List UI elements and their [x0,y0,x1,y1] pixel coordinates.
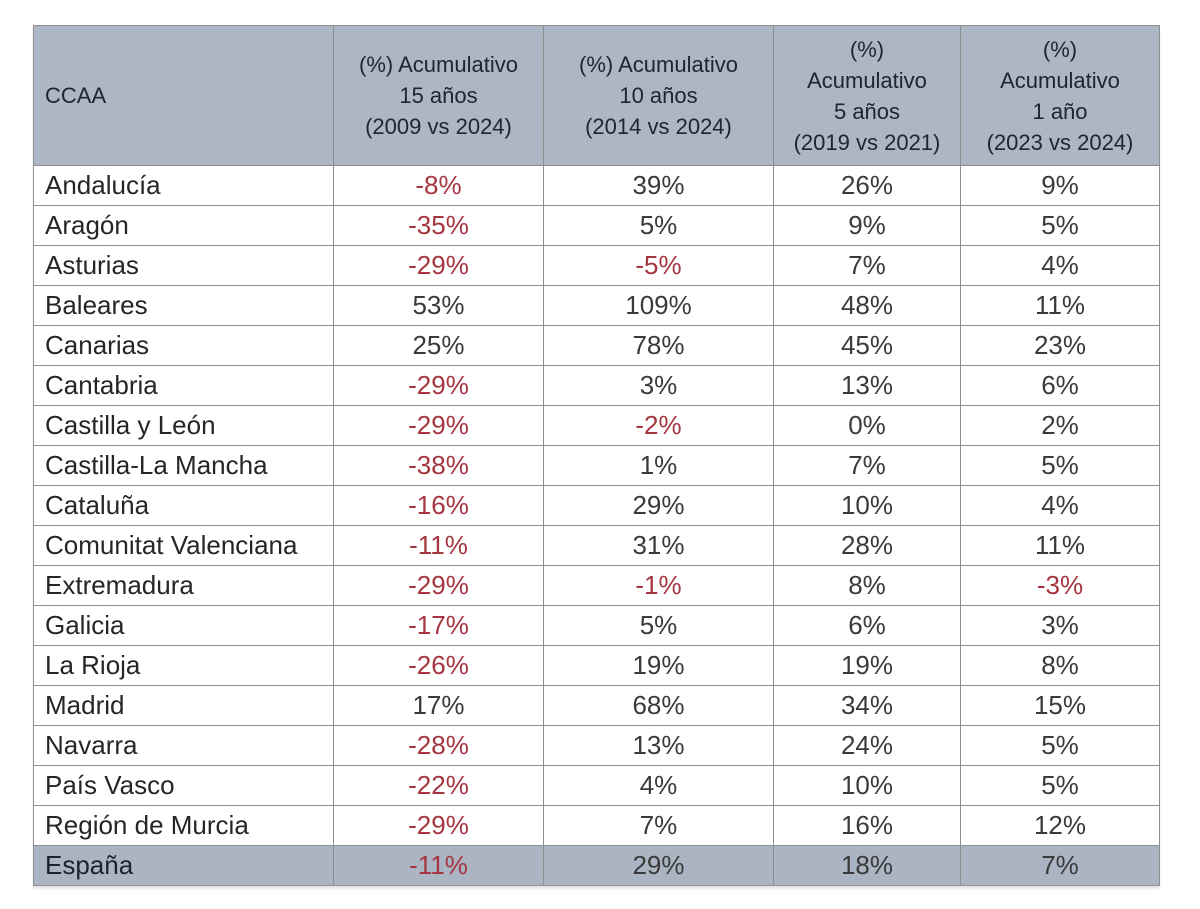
column-header-line: 5 años [833,98,901,124]
value-cell: 45% [774,326,961,366]
value-cell: 29% [544,846,774,886]
table-header [34,26,1160,166]
table-row [34,686,1160,726]
value-cell: 19% [544,646,774,686]
value-cell: 4% [544,766,774,806]
table-body [34,166,1160,886]
value-cell: 39% [544,166,774,206]
value-cell: 3% [961,606,1160,646]
column-header-line: (2019 vs 2021) [793,129,941,155]
value-cell: -2% [544,406,774,446]
table-row [34,286,1160,326]
value-cell: -38% [334,446,544,486]
region-name-cell: Galicia [34,606,334,646]
value-cell: -22% [334,766,544,806]
value-cell: 3% [544,366,774,406]
table-row [34,606,1160,646]
value-cell: 8% [961,646,1160,686]
column-header-line: 10 años [619,83,698,108]
region-name-cell: España [34,846,334,886]
value-cell: 10% [774,486,961,526]
value-cell: 53% [334,286,544,326]
value-cell: 26% [774,166,961,206]
column-header-acc10 [544,26,774,166]
region-name-cell: La Rioja [34,646,334,686]
value-cell: 2% [961,406,1160,446]
value-cell: -29% [334,246,544,286]
value-cell: 15% [961,686,1160,726]
ccaa-accumulated-table [33,25,1160,886]
region-name-cell: Castilla y León [34,406,334,446]
region-name-cell: Madrid [34,686,334,726]
value-cell: 5% [961,766,1160,806]
table-row [34,246,1160,286]
value-cell: 5% [544,606,774,646]
value-cell: 6% [961,366,1160,406]
table-row [34,806,1160,846]
value-cell: 25% [334,326,544,366]
value-cell: 9% [961,166,1160,206]
value-cell: -8% [334,166,544,206]
value-cell: 34% [774,686,961,726]
value-cell: -16% [334,486,544,526]
column-header-line: (%) [849,36,885,62]
value-cell: 4% [961,486,1160,526]
value-cell: 28% [774,526,961,566]
column-header-line: (%) [1042,36,1078,62]
column-header-line: Acumulativo [807,67,927,93]
value-cell: 48% [774,286,961,326]
value-cell: -29% [334,806,544,846]
value-cell: 5% [961,206,1160,246]
table-row [34,366,1160,406]
value-cell: 7% [774,446,961,486]
column-header-acc1 [961,26,1160,166]
region-name-cell: Aragón [34,206,334,246]
value-cell: 9% [774,206,961,246]
column-header-line: (%) Acumulativo [579,52,738,77]
value-cell: -26% [334,646,544,686]
region-name-cell: Comunitat Valenciana [34,526,334,566]
column-header-acc5 [774,26,961,166]
table-row [34,486,1160,526]
region-name-cell: Cantabria [34,366,334,406]
value-cell: 8% [774,566,961,606]
value-cell: 7% [544,806,774,846]
value-cell: 5% [961,446,1160,486]
region-name-cell: Región de Murcia [34,806,334,846]
value-cell: -11% [334,846,544,886]
table-row [34,446,1160,486]
value-cell: -28% [334,726,544,766]
value-cell: 4% [961,246,1160,286]
value-cell: 17% [334,686,544,726]
value-cell: 29% [544,486,774,526]
value-cell: 24% [774,726,961,766]
value-cell: 11% [961,286,1160,326]
region-name-cell: Cataluña [34,486,334,526]
column-header-line: 1 año [1032,98,1088,124]
value-cell: 10% [774,766,961,806]
table-row [34,326,1160,366]
column-header-acc15 [334,26,544,166]
table-row [34,526,1160,566]
value-cell: 18% [774,846,961,886]
region-name-cell: Castilla-La Mancha [34,446,334,486]
region-name-cell: País Vasco [34,766,334,806]
value-cell: -3% [961,566,1160,606]
value-cell: 31% [544,526,774,566]
value-cell: 12% [961,806,1160,846]
column-header-line: CCAA [45,83,107,108]
table-row [34,166,1160,206]
value-cell: -35% [334,206,544,246]
value-cell: -29% [334,366,544,406]
region-name-cell: Asturias [34,246,334,286]
value-cell: 68% [544,686,774,726]
value-cell: 23% [961,326,1160,366]
table-row [34,206,1160,246]
column-header-line: (2023 vs 2024) [986,129,1134,155]
region-name-cell: Canarias [34,326,334,366]
region-name-cell: Navarra [34,726,334,766]
column-header-line: 15 años [399,83,478,108]
value-cell: -29% [334,566,544,606]
value-cell: 1% [544,446,774,486]
value-cell: 11% [961,526,1160,566]
column-header-ccaa [34,26,334,166]
value-cell: -29% [334,406,544,446]
value-cell: 78% [544,326,774,366]
column-header-line: Acumulativo [1000,67,1120,93]
region-name-cell: Baleares [34,286,334,326]
table-row [34,646,1160,686]
value-cell: 16% [774,806,961,846]
value-cell: 19% [774,646,961,686]
region-name-cell: Extremadura [34,566,334,606]
table-row [34,726,1160,766]
value-cell: -11% [334,526,544,566]
table-row [34,406,1160,446]
table-row [34,566,1160,606]
total-row [34,846,1160,886]
value-cell: 5% [961,726,1160,766]
value-cell: -5% [544,246,774,286]
column-header-line: (2014 vs 2024) [585,114,732,139]
value-cell: 0% [774,406,961,446]
value-cell: -1% [544,566,774,606]
table-row [34,766,1160,806]
value-cell: 13% [544,726,774,766]
value-cell: 13% [774,366,961,406]
value-cell: 109% [544,286,774,326]
value-cell: 7% [774,246,961,286]
header-row [34,26,1160,166]
value-cell: -17% [334,606,544,646]
region-name-cell: Andalucía [34,166,334,206]
value-cell: 5% [544,206,774,246]
value-cell: 7% [961,846,1160,886]
value-cell: 6% [774,606,961,646]
column-header-line: (2009 vs 2024) [365,114,512,139]
column-header-line: (%) Acumulativo [359,52,518,77]
